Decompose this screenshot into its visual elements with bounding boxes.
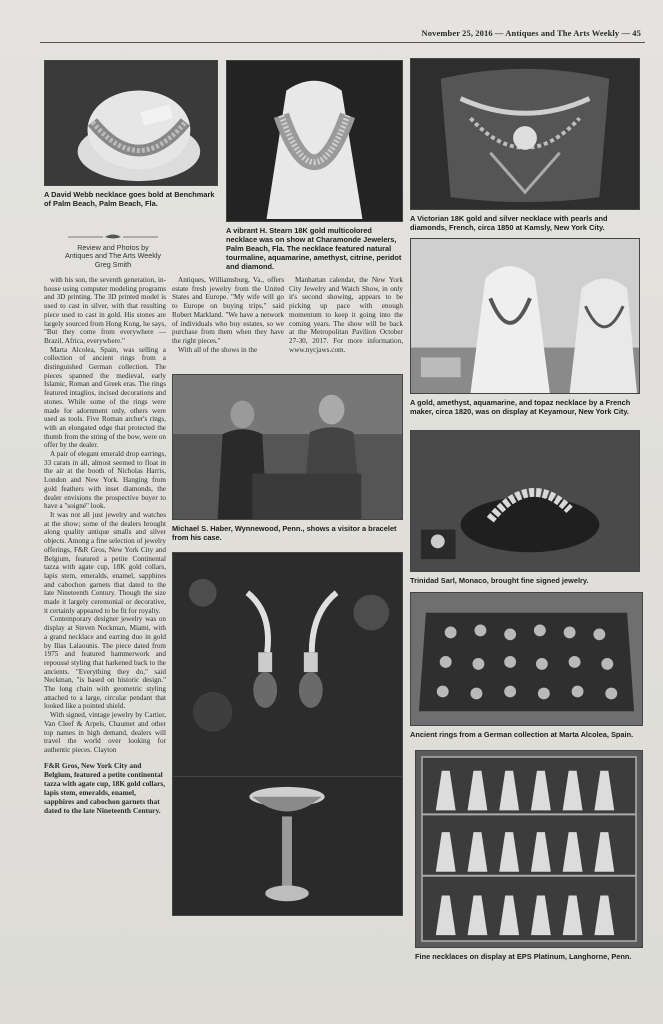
page-header: November 25, 2016 — Antiques and The Arts Weekly — 45	[421, 28, 641, 38]
article-column-3	[289, 276, 403, 372]
caption-keyamour: A gold, amethyst, aquamarine, and topaz necklace by a French maker, circa 1820, was on display at Keyamour, New York City.	[410, 398, 631, 416]
credit-line-3: Greg Smith	[94, 259, 132, 269]
col1-para: It was not all just jewelry and watches at the show; some of the dealers brought along quality antique smalls and silver objects. Among a fine selection of jewelry offerings, F&R Gros, New York City and Belgium, featured a petite Continental tazza with agate cup, 18K gold collars, lapis stem, emeralds, enamel, sapphires and cabochon garnets that dated to the late Nineteenth Century. Though the size made it largely ceremonial or decorative, it certainly appeared to be fit for royalty.	[44, 510, 166, 615]
caption-webb: A David Webb necklace goes bold at Benchmark of Palm Beach, Palm Beach, Fla.	[44, 190, 215, 208]
col1-para: with his son, the seventh generation, in-house using computer modeling programs and 3D printing. The 3D printed model is used to cast in silver, with that resulting piece used to cast in gold. His stones are largely sourced from Hong Kong, he says, "But they come from everywhere — Brazil, Africa, everywhere."	[44, 276, 166, 345]
caption-stearn: A vibrant H. Stearn 18K gold multicolored necklace was on show at Charamonde Jewelers, Palm Beach, Fla. The necklace featured natural tourmaline, aquamarine, amethyst, citrine, peridot and diamond.	[226, 226, 402, 271]
photo-trinidad	[410, 430, 640, 572]
credit-line-1: Review and Photos by	[77, 242, 149, 252]
caption-haber: Michael S. Haber, Wynnewood, Penn., shows a visitor a bracelet from his case.	[172, 524, 397, 542]
photo-credit	[63, 233, 163, 269]
photo-tazza	[172, 776, 403, 916]
caption-victorian: A Victorian 18K gold and silver necklace with pearls and diamonds, French, circa 1850 at Kamsly, New York City.	[410, 214, 608, 232]
col1-para: Marta Alcolea, Spain, was selling a collection of ancient rings from a distinguished German collection. The pieces spanned the medieval, early Islamic, Roman and Greek eras. The rings featured intaglios, incised decorations and stones. While some of the rings were made for adornment only, others were used as tools. Five Roman archer's rings, with an elongated edge that protected the thumb from the string of the bow, were on offer by the dealer.	[44, 345, 166, 450]
col1-para: Contemporary designer jewelry was on display at Steven Neckman, Miami, with a grand necklace and earring duo in gold by Ilias Lalaounis. The piece dated from 1975 and featured hammerwork and repoussé styling that harkened back to the ancients. "Everything they do," said Neckman, "is based on historic design." The long chain with geometric styling attached to a large, circular pendant that looked like a pointed shield.	[44, 615, 166, 711]
photo-victorian-necklace	[410, 58, 640, 210]
photo-keyamour-necklace	[410, 238, 640, 394]
credit-line-2: Antiques and The Arts Weekly	[64, 251, 162, 261]
col1-para: With signed, vintage jewelry by Cartier, Van Cleef & Arpels, Chaumet and other top names in high demand, dealers will travel the world over looking for authentic pieces. Clayton	[44, 711, 166, 754]
col2-para: Antiques, Williamsburg, Va., offers estate fresh jewelry from the United States and Europe. "My wife will go to Europe on buying trips," said Robert Markland. "We have a network of individuals who buy estates, so we purchase from them when they have the right pieces."	[172, 276, 284, 345]
caption-tazza: F&R Gros, New York City and Belgium, featured a petite continental tazza with agate cup, 18K gold collars, lapis stem, emeralds, enamel, sapphires and cabochon garnets that dated to the late Nineteenth Century.	[44, 760, 166, 815]
article-column-1	[44, 276, 166, 988]
caption-alcolea: Ancient rings from a German collection at Marta Alcolea, Spain.	[410, 730, 634, 739]
photo-eps-necklaces	[415, 750, 643, 948]
article-column-2	[172, 276, 284, 372]
col2-para: With all of the shows in the	[178, 345, 258, 354]
caption-eps: Fine necklaces on display at EPS Platinum, Langhorne, Penn.	[415, 952, 632, 961]
header-rule	[40, 42, 645, 43]
photo-webb-necklace	[44, 60, 218, 186]
col3-para: Manhattan calendar, the New York City Jewelry and Watch Show, in only it's second showing, appears to be picking up pace with enough momentum to keep it going into the coming years. The show will be back at the Metropolitan Pavilion October 27-30, 2017. For more information, www.nycjaws.com.	[289, 276, 403, 354]
photo-stearn-necklace	[226, 60, 403, 222]
photo-ancient-rings	[410, 592, 643, 726]
eagle-ornament-icon	[63, 233, 163, 241]
caption-trinidad: Trinidad Sarl, Monaco, brought fine signed jewelry.	[410, 576, 589, 585]
col1-para: A pair of elegant emerald drop earrings, 33 carats in all, almost seemed to float in the air at the booth of Nicholas Harris, London and New York. Hanging from gold feathers with inset diamonds, the dealer envisions the prospective buyer to have a "soigné" look.	[44, 450, 166, 511]
photo-haber	[172, 374, 403, 520]
